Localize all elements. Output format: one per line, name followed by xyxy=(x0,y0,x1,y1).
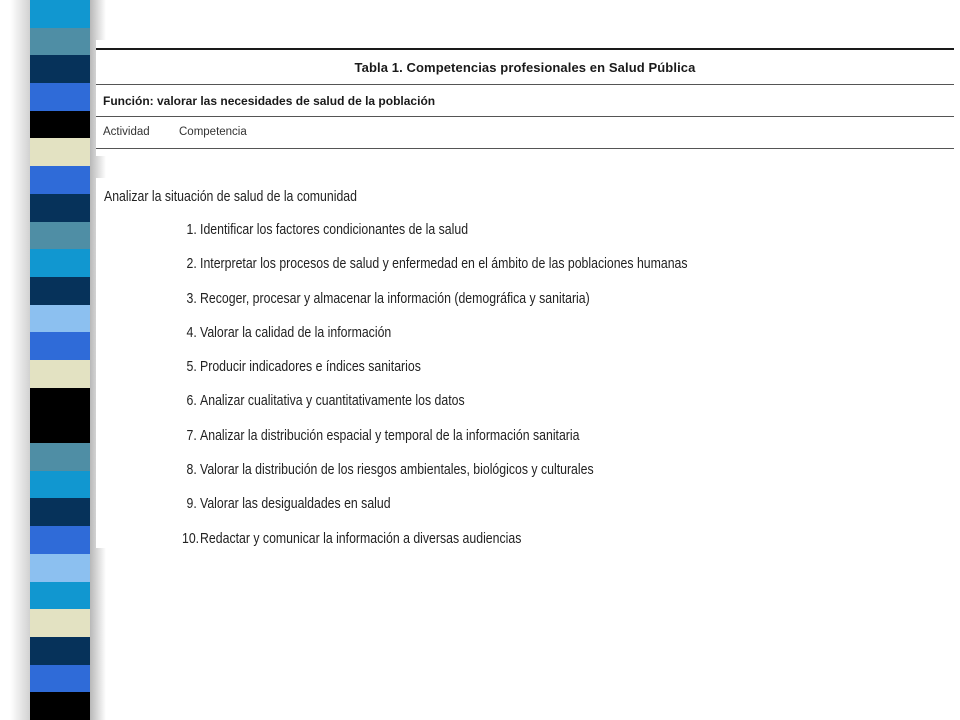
list-item xyxy=(182,254,688,288)
stripe-block xyxy=(30,665,90,693)
rule-divider xyxy=(96,148,954,149)
list-item xyxy=(182,289,688,323)
stripe-block xyxy=(30,111,90,139)
item-number: 5. xyxy=(186,358,197,376)
list-item xyxy=(182,460,688,494)
item-number: 3. xyxy=(186,289,197,307)
item-text: Producir indicadores e índices sanitarios xyxy=(200,358,421,376)
table-title: Tabla 1. Competencias profesionales en Salud Pública xyxy=(354,60,696,75)
stripe-block xyxy=(30,83,90,111)
item-number: 7. xyxy=(186,426,197,444)
stripe-block xyxy=(30,249,90,277)
competency-list xyxy=(182,220,799,563)
stripe-block xyxy=(30,388,90,416)
item-text: Valorar la calidad de la información xyxy=(200,323,392,341)
item-number: 1. xyxy=(186,221,197,238)
stripe-block xyxy=(30,471,90,499)
rule-divider xyxy=(96,116,954,117)
item-number: 8. xyxy=(186,461,197,479)
stripe-block xyxy=(30,582,90,610)
activity-title: Analizar la situación de salud de la comunidad xyxy=(104,188,357,205)
item-text: Redactar y comunicar la información a diversas audiencias xyxy=(200,529,522,547)
stripe-block xyxy=(30,692,90,720)
column-header-competence: Competencia xyxy=(179,126,247,138)
stripe-block xyxy=(30,443,90,471)
item-number: 4. xyxy=(186,323,197,341)
item-text: Valorar la distribución de los riesgos ambientales, biológicos y culturales xyxy=(200,461,594,479)
stripe-block xyxy=(30,166,90,194)
item-number: 2. xyxy=(186,255,197,273)
item-text: Identificar los factores condicionantes de la salud xyxy=(200,221,469,238)
list-item xyxy=(182,391,688,425)
stripe-block xyxy=(30,55,90,83)
stripe-block xyxy=(30,305,90,333)
stripe-block xyxy=(30,526,90,554)
item-text: Valorar las desigualdades en salud xyxy=(200,495,391,513)
item-number: 10. xyxy=(182,529,200,547)
stripe-block xyxy=(30,498,90,526)
stripe-bar-edge xyxy=(0,0,34,720)
table-header xyxy=(96,40,954,156)
stripe-block xyxy=(30,554,90,582)
stripe-block xyxy=(30,194,90,222)
list-item xyxy=(182,426,688,460)
item-number: 6. xyxy=(186,392,197,410)
column-header-activity: Actividad xyxy=(103,126,150,138)
stripe-block xyxy=(30,138,90,166)
rule-top xyxy=(96,48,954,50)
stripe-block xyxy=(30,28,90,56)
stripe-block xyxy=(30,609,90,637)
stripe-block xyxy=(30,222,90,250)
stripe-block xyxy=(30,332,90,360)
item-number: 9. xyxy=(186,495,197,513)
list-item xyxy=(182,494,688,528)
list-item xyxy=(182,529,688,563)
competencies-panel xyxy=(96,178,958,548)
item-text: Recoger, procesar y almacenar la información (demográfica y sanitaria) xyxy=(200,289,590,307)
list-item xyxy=(182,323,688,357)
item-text: Analizar la distribución espacial y temporal de la información sanitaria xyxy=(200,426,580,444)
rule-divider xyxy=(96,84,954,85)
stripe-block xyxy=(30,415,90,443)
stripe-block xyxy=(30,360,90,388)
stripe-block xyxy=(30,0,90,28)
decorative-stripe-bar xyxy=(0,0,110,720)
item-text: Interpretar los procesos de salud y enfermedad en el ámbito de las poblaciones humanas xyxy=(200,255,688,273)
list-item xyxy=(182,220,688,254)
stripe-block xyxy=(30,277,90,305)
item-text: Analizar cualitativa y cuantitativamente los datos xyxy=(200,392,465,410)
list-item xyxy=(182,357,688,391)
function-label: Función: valorar las necesidades de salud de la población xyxy=(103,94,436,108)
stripe-block xyxy=(30,637,90,665)
